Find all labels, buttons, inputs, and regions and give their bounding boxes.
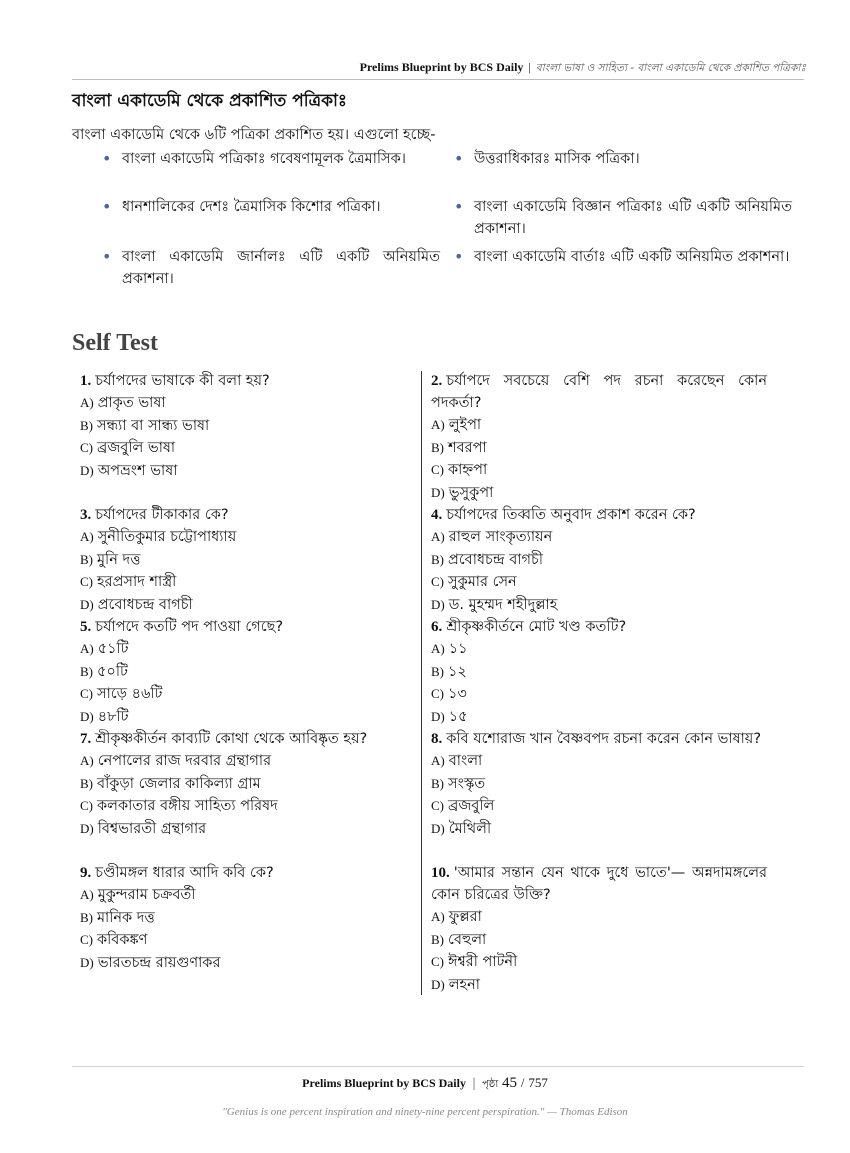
option-a: A) লুইপা xyxy=(431,417,482,433)
question-number: 1. xyxy=(80,373,92,389)
page-total: 757 xyxy=(528,1075,548,1090)
option-d: D) মৈথিলী xyxy=(431,820,492,837)
bullet-item: • ধানশালিকের দেশঃ ত্রৈমাসিক কিশোর পত্রিকা। xyxy=(122,196,440,218)
question-9 xyxy=(80,862,416,974)
option-c: C) সুকুমার সেন xyxy=(431,574,517,590)
option-b: B) মানিক দত্ত xyxy=(80,909,155,926)
question-3 xyxy=(80,504,416,616)
option-b: B) ৫০টি xyxy=(80,663,128,680)
header-subtitle: বাংলা ভাষা ও সাহিত্য - বাংলা একাডেমি থেকে প্রকাশিত পত্রিকাঃ xyxy=(535,62,806,74)
option-a: A) বাংলা xyxy=(431,753,483,769)
question-number: 8. xyxy=(431,731,443,747)
question-text: চর্যাপদের ভাষাকে কী বলা হয়? xyxy=(95,373,270,389)
question-text: চর্যাপদে সবচেয়ে বেশি পদ রচনা করেছেন কোন পদকর্তা? xyxy=(431,373,767,411)
option-d: D) প্রবোধচন্দ্র বাগচী xyxy=(80,596,193,613)
footer-quote: "Genius is one percent inspiration and ninety-nine percent perspiration." — Thomas Edison xyxy=(222,1106,628,1118)
question-text: কবি যশোরাজ খান বৈষ্ণবপদ রচনা করেন কোন ভাষায়? xyxy=(446,731,762,747)
bullet-item: • বাংলা একাডেমি জার্নালঃ এটি একটি অনিয়মিত প্রকাশনা। xyxy=(122,246,440,290)
column-divider xyxy=(421,371,422,995)
option-b: B) শবরপা xyxy=(431,439,487,456)
question-number: 4. xyxy=(431,507,443,523)
option-a: A) মুকুন্দরাম চক্রবর্তী xyxy=(80,887,196,903)
footer-brand: Prelims Blueprint by BCS Daily xyxy=(302,1076,466,1090)
question-text: শ্রীকৃষ্ণকীর্তন কাব্যটি কোথা থেকে আবিষ্কৃত হয়? xyxy=(95,731,368,747)
question-number: 6. xyxy=(431,619,443,635)
option-d: D) ভারতচন্দ্র রায়গুণাকর xyxy=(80,954,221,971)
question-1 xyxy=(80,370,416,482)
option-c: C) কলকাতার বঙ্গীয় সাহিত্য পরিষদ xyxy=(80,798,278,814)
page-slash: / xyxy=(520,1075,525,1090)
question-4 xyxy=(431,504,767,616)
question-number: 5. xyxy=(80,619,92,635)
footer-separator: | xyxy=(471,1076,477,1090)
question-8 xyxy=(431,728,767,840)
bullet-item: • উত্তরাধিকারঃ মাসিক পত্রিকা। xyxy=(474,148,792,170)
option-d: D) ভুসুকুপা xyxy=(431,484,494,501)
option-a: A) ৫১টি xyxy=(80,641,129,657)
question-text: চর্যাপদের তিব্বতি অনুবাদ প্রকাশ করেন কে? xyxy=(446,507,696,523)
question-6 xyxy=(431,616,767,728)
question-number: 10. xyxy=(431,865,450,881)
running-header xyxy=(360,60,806,78)
option-b: B) ১২ xyxy=(431,663,467,680)
question-number: 2. xyxy=(431,373,443,389)
footer-rule xyxy=(72,1066,804,1067)
page-footer xyxy=(0,1075,850,1094)
option-d: D) অপভ্রংশ ভাষা xyxy=(80,462,178,479)
option-a: A) ফুল্লরা xyxy=(431,909,482,925)
option-c: C) কাহ্নপা xyxy=(431,462,488,478)
option-b: B) বেহুলা xyxy=(431,931,487,948)
option-a: A) প্রাকৃত ভাষা xyxy=(80,395,166,411)
option-c: C) হরপ্রসাদ শাস্ত্রী xyxy=(80,574,177,590)
option-b: B) বাঁকুড়া জেলার কাকিল্যা গ্রাম xyxy=(80,775,261,792)
header-brand: Prelims Blueprint by BCS Daily xyxy=(359,60,524,74)
option-c: C) কবিকঙ্কণ xyxy=(80,932,148,948)
option-b: B) প্রবোধচন্দ্র বাগচী xyxy=(431,551,543,568)
option-a: A) রাহুল সাংকৃত্যায়ন xyxy=(431,529,553,545)
question-7 xyxy=(80,728,416,840)
option-b: B) সন্ধ্যা বা সান্ধ্য ভাষা xyxy=(80,417,210,434)
option-c: C) সাড়ে ৪৬টি xyxy=(80,686,163,702)
option-d: D) ৪৮টি xyxy=(80,708,129,725)
self-test-title: Self Test xyxy=(72,330,159,356)
bullet-item: • বাংলা একাডেমি বার্তাঃ এটি একটি অনিয়মিত প্রকাশনা। xyxy=(474,246,792,268)
question-text: চর্যাপদে কতটি পদ পাওয়া গেছে? xyxy=(95,619,284,635)
question-number: 3. xyxy=(80,507,92,523)
option-b: B) মুনি দত্ত xyxy=(80,551,141,568)
question-text: চর্যাপদের টীকাকার কে? xyxy=(95,507,229,523)
option-d: D) ড. মুহম্মদ শহীদুল্লাহ xyxy=(431,596,558,613)
option-d: D) লহনা xyxy=(431,976,481,993)
question-text: 'আমার সন্তান যেন থাকে দুধে ভাতে'— অন্নদামঙ্গলের কোন চরিত্রের উক্তি? xyxy=(431,865,767,903)
bullet-item: • বাংলা একাডেমি পত্রিকাঃ গবেষণামূলক ত্রৈমাসিক। xyxy=(122,148,440,170)
header-separator: | xyxy=(528,60,531,74)
option-a: A) সুনীতিকুমার চট্টোপাধ্যায় xyxy=(80,529,237,545)
question-number: 7. xyxy=(80,731,92,747)
section-intro: বাংলা একাডেমি থেকে ৬টি পত্রিকা প্রকাশিত হয়। এগুলো হচ্ছে- xyxy=(72,127,436,143)
question-number: 9. xyxy=(80,865,92,881)
question-text: শ্রীকৃষ্ণকীর্তনে মোট খণ্ড কতটি? xyxy=(446,619,627,635)
option-d: D) বিশ্বভারতী গ্রন্থাগার xyxy=(80,820,207,837)
question-text: চণ্ডীমঙ্গল ধারার আদি কবি কে? xyxy=(95,865,274,881)
question-5 xyxy=(80,616,416,728)
option-d: D) ১৫ xyxy=(431,708,468,725)
section-title: বাংলা একাডেমি থেকে প্রকাশিত পত্রিকাঃ xyxy=(72,91,347,111)
bullet-item: • বাংলা একাডেমি বিজ্ঞান পত্রিকাঃ এটি একটি অনিয়মিত প্রকাশনা। xyxy=(474,196,792,240)
page-number: 45 xyxy=(502,1075,518,1091)
option-c: C) ঈশ্বরী পাটনী xyxy=(431,954,518,970)
question-2 xyxy=(431,370,767,504)
page-word: পৃষ্ঠা xyxy=(482,1079,499,1090)
option-c: C) ১৩ xyxy=(431,686,467,702)
option-b: B) সংস্কৃত xyxy=(431,775,486,792)
option-a: A) নেপালের রাজ দরবার গ্রন্থাগার xyxy=(80,753,272,769)
option-c: C) ব্রজবুলি xyxy=(431,798,495,814)
option-c: C) ব্রজবুলি ভাষা xyxy=(80,440,176,456)
option-a: A) ১১ xyxy=(431,641,468,657)
question-10 xyxy=(431,862,767,996)
header-rule xyxy=(72,79,804,80)
